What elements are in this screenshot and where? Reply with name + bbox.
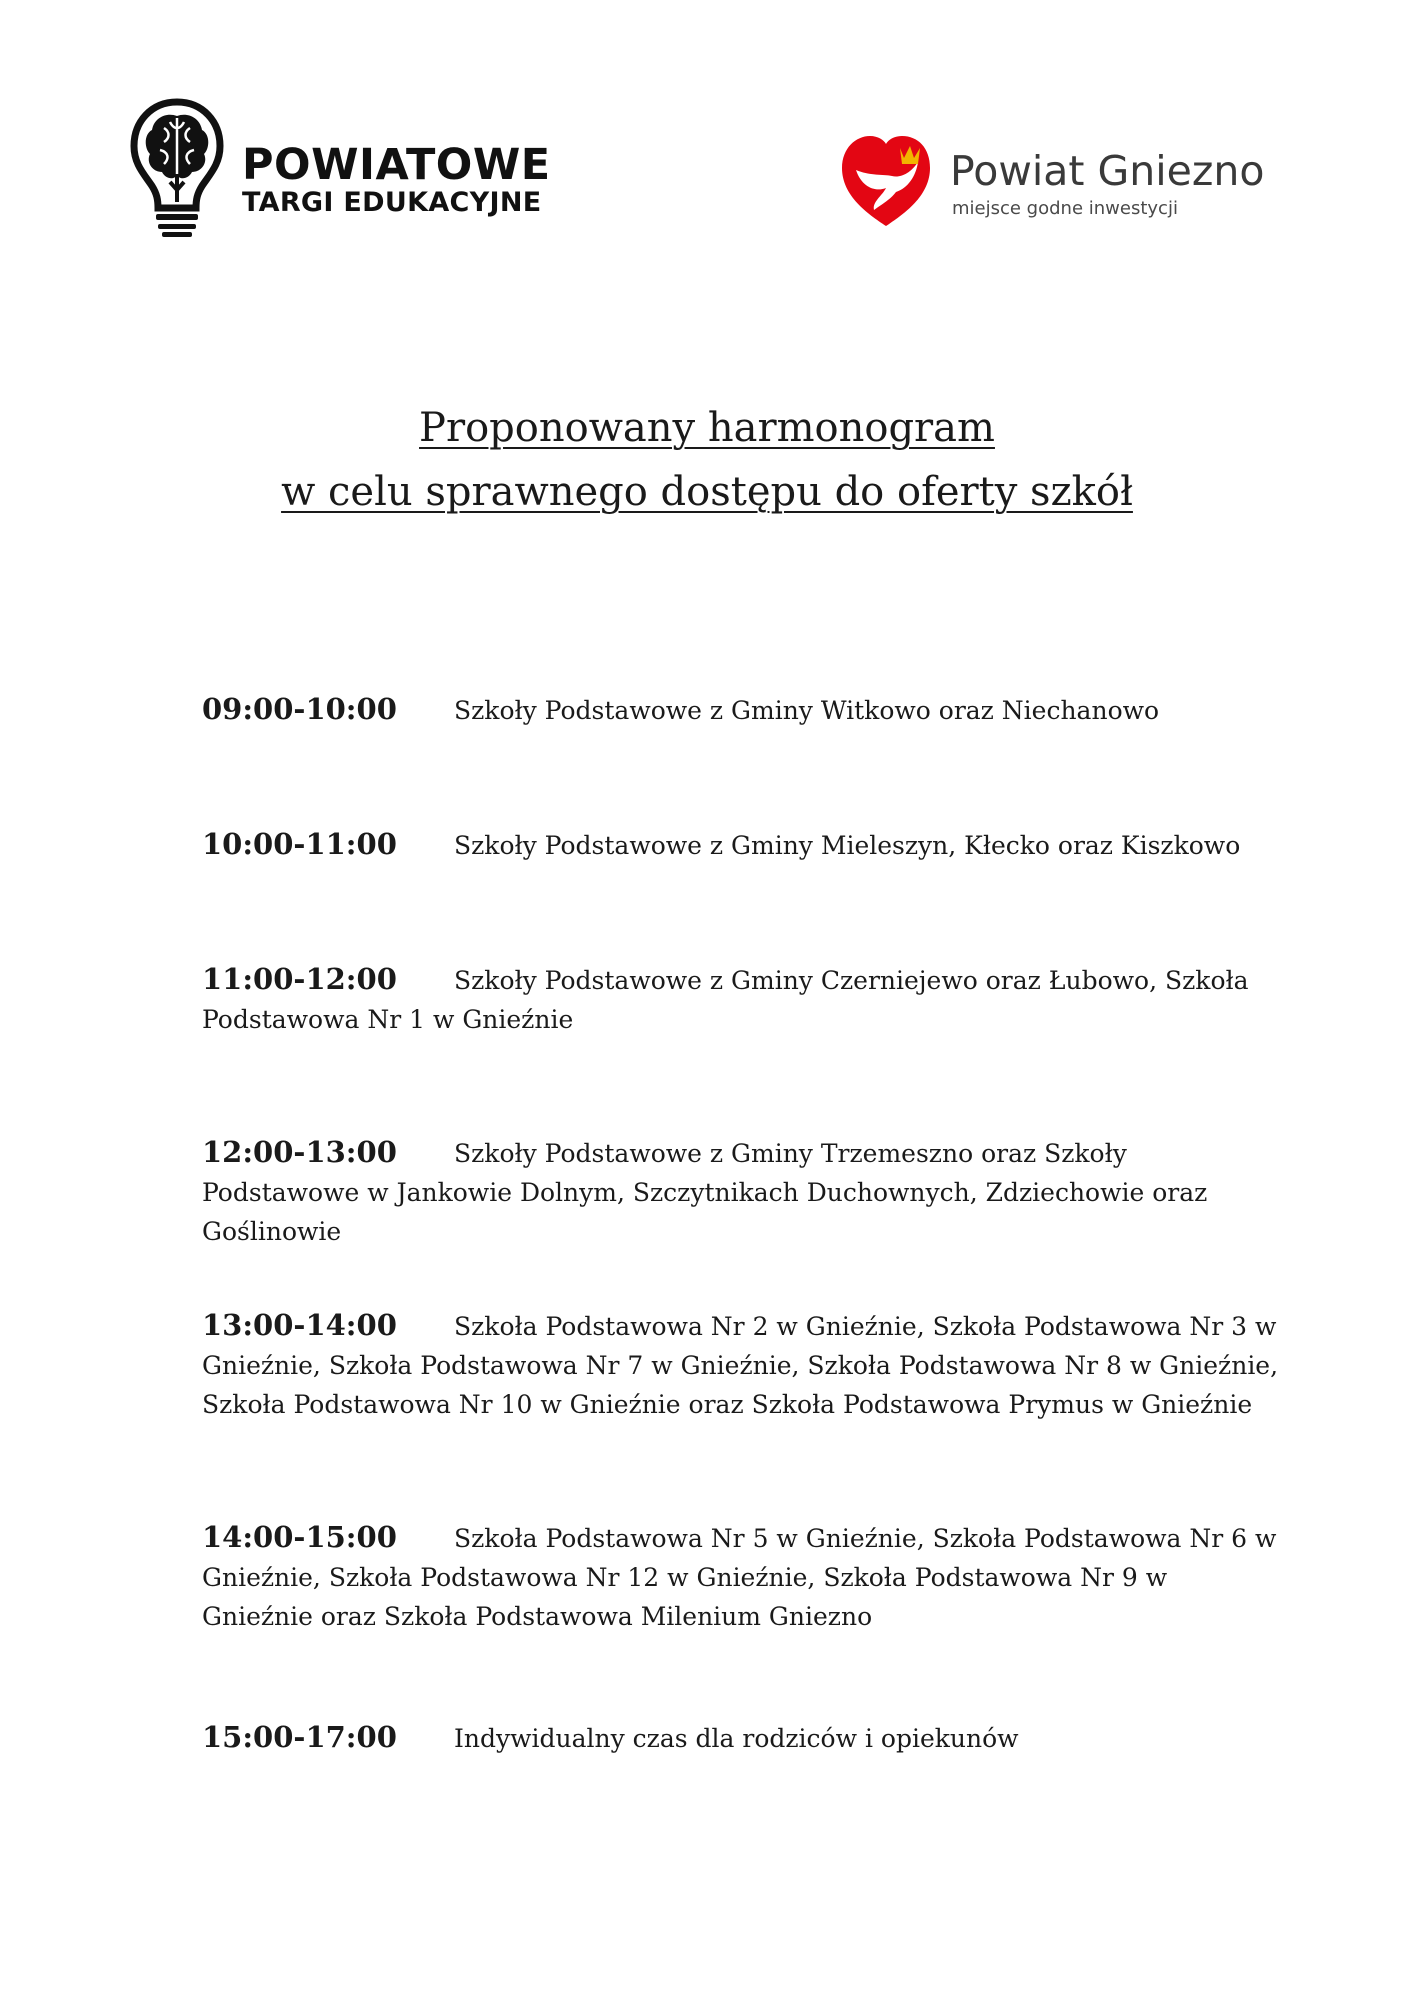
logo-left-line2: TARGI EDUKACYJNE <box>242 187 542 218</box>
schedule-time: 13:00-14:00 <box>202 1308 397 1342</box>
schedule-description: Szkoła Podstawowa Nr 5 w Gnieźnie, Szkoła Podstawowa Nr 6 w Gnieźnie, Szkoła Podstawowa Nr 12 w Gnieźnie, Szkoła Podstawowa Nr 9 w Gnieźnie oraz Szkoła Podstawowa Milenium Gniezno <box>202 1524 1277 1631</box>
logo-left-line1: POWIATOWE <box>242 140 551 190</box>
schedule-description: Szkoły Podstawowe z Gminy Mieleszyn, Kłecko oraz Kiszkowo <box>454 831 1241 860</box>
logo-right-subtitle: miejsce godne inwestycji <box>952 198 1178 219</box>
red-heart-crown-icon <box>838 130 934 230</box>
schedule-description: Indywidualny czas dla rodziców i opiekunów <box>454 1724 1019 1753</box>
schedule-time: 09:00-10:00 <box>202 692 397 726</box>
schedule-time: 10:00-11:00 <box>202 827 397 861</box>
schedule-time: 14:00-15:00 <box>202 1520 397 1554</box>
schedule-time: 12:00-13:00 <box>202 1135 397 1169</box>
schedule-description: Szkoły Podstawowe z Gminy Czerniejewo oraz Łubowo, Szkoła Podstawowa Nr 1 w Gnieźnie <box>202 966 1249 1034</box>
title-line-1: Proponowany harmonogram <box>419 405 995 451</box>
powiatowe-targi-logo <box>130 98 570 238</box>
schedule-description: Szkoły Podstawowe z Gminy Witkowo oraz Niechanowo <box>454 696 1160 725</box>
schedule-entry <box>202 690 1282 730</box>
schedule-description: Szkoły Podstawowe z Gminy Trzemeszno oraz Szkoły Podstawowe w Jankowie Dolnym, Szczytnikach Duchownych, Zdziechowie oraz Goślinowie <box>202 1139 1208 1246</box>
schedule-entry <box>202 1133 1282 1251</box>
logo-right-title: Powiat Gniezno <box>950 147 1265 195</box>
schedule-entry <box>202 1306 1282 1424</box>
page-title <box>0 396 1414 524</box>
schedule-description: Szkoła Podstawowa Nr 2 w Gnieźnie, Szkoła Podstawowa Nr 3 w Gnieźnie, Szkoła Podstawowa Nr 7 w Gnieźnie, Szkoła Podstawowa Nr 8 w Gnieźnie, Szkoła Podstawowa Nr 10 w Gnieźnie oraz Szkoła Podstawowa Prymus w Gnieźnie <box>202 1312 1279 1419</box>
title-line-2: w celu sprawnego dostępu do oferty szkół <box>281 469 1133 515</box>
schedule-time: 15:00-17:00 <box>202 1720 397 1754</box>
schedule-entry <box>202 1718 1282 1758</box>
powiat-gniezno-logo <box>838 130 1278 240</box>
schedule-entry <box>202 1518 1282 1636</box>
schedule-entry <box>202 825 1282 865</box>
schedule-entry <box>202 960 1282 1039</box>
brain-lightbulb-icon <box>130 98 224 238</box>
schedule-time: 11:00-12:00 <box>202 962 397 996</box>
